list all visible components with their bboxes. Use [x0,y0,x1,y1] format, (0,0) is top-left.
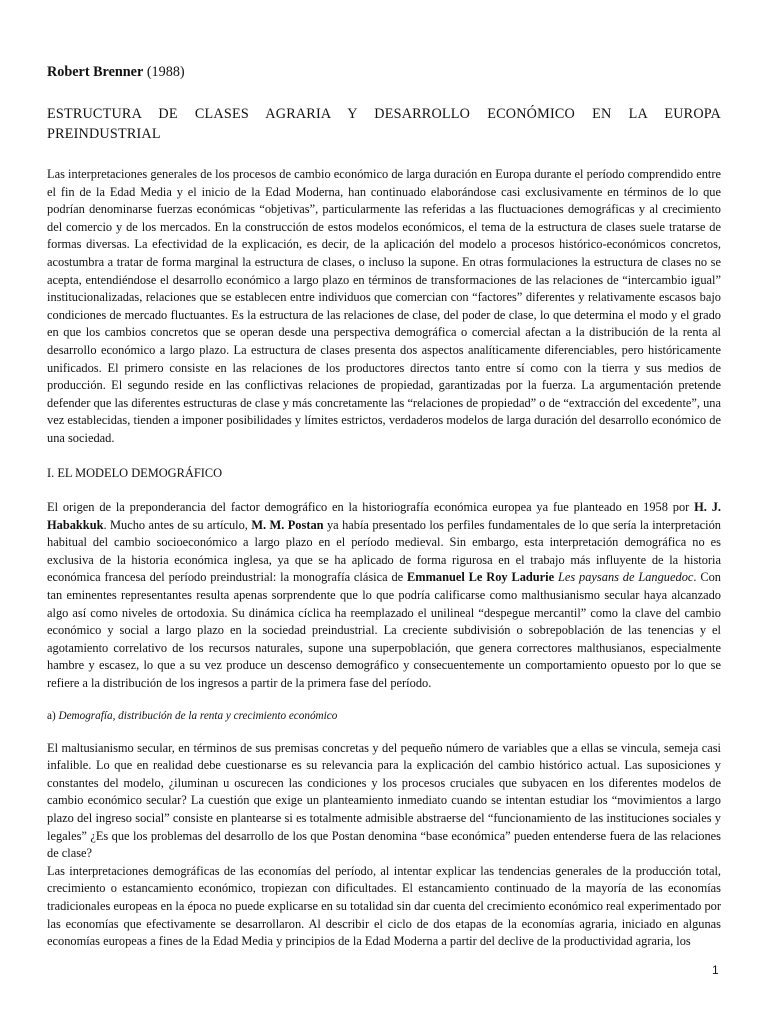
subsection-heading: a) Demografía, distribución de la renta y crecimiento económico [47,709,338,722]
section-heading: I. EL MODELO DEMOGRÁFICO [47,465,223,480]
author-line [47,62,721,82]
section1-paragraph: El origen de la preponderancia del factor demográfico en la historiografía económica europea ya fue planteado en 1958 por H. J. Habakkuk. Mucho antes de su artículo, M. M. Postan ya había presentado los perfiles fundamentales de lo que sería la interpretación habitual del cambio socioeconómico a largo plazo en el período medieval. Sin embargo, esta interpretación demográfica no es exclusiva de la historia económica inglesa, ya que se ha aplicado de forma rigurosa en el trabajo más influyente de la historia económica francesa del período preindustrial: la monografía clásica de Emmanuel Le Roy Ladurie Les paysans de Languedoc. Con tan eminentes representantes resulta apenas sorprendente que lo que podría calificarse como malthusianismo secular haya alcanzado algo así como niveles de ortodoxia. Su dinámica cíclica ha reemplazado el unilineal “despegue mercantil” como la clave del cambio económico y social a largo plazo en la sociedad preindustrial. La creciente subdivisión o sobrepoblación de las tenencias y el agotamiento correlativo de los recursos naturales, supone una superpoblación, que genera correctores malthusianos, especialmente hambre y escasez, lo que a su vez produce un descenso demográfico y consecuentemente un comportamiento opuesto por lo que se refiere a la distribución de los ingresos a partir de la primera fase del período. [47,500,721,691]
publication-year: (1988) [143,64,185,80]
subsection-paragraph-2: Las interpretaciones demográficas de las economías del período, al intentar explicar las tendencias generales de la producción total, crecimiento o estancamiento económico, tropiezan con dificultades. El estancamiento continuado de la mayoría de las economías tradicionales europeas en la época no puede explicarse en su totalidad sin dar cuenta del crecimiento económico real experimentado por las economías que efectivamente se desarrollaron. Al describir el ciclo de dos etapas de la economías agraria, iniciado en algunas economías europeas a fines de la Edad Media y principios de la Edad Moderna a partir del declive de la productividad agraria, los [47,863,721,949]
document-page [47,62,721,951]
author-postan: M. M. Postan [251,517,324,532]
author-habakkuk: H. J. Habakkuk [47,500,721,532]
intro-paragraph: Las interpretaciones generales de los procesos de cambio económico de larga duración en Europa durante el período comprendido entre el fin de la Edad Media y el inicio de la Edad Moderna, han continuado elaborándose casi exclusivamente en términos de lo que podrían denominarse fuerzas económicas “objetivas”, particularmente las referidas a las fluctuaciones demográficas y al crecimiento del comercio y de los mercados. En la construcción de estos modelos económicos, el tema de la estructura de clases suele tratarse de formas diversas. La efectividad de la explicación, es decir, de la aplicación del modelo a procesos histórico-económicos concretos, acostumbra a tratar de forma marginal la estructura de clases, o incluso la supone. En otras formulaciones la estructura de clases no se acepta, entendiéndose el desarrollo económico a largo plazo en términos de transformaciones de las relaciones de “intercambio igual” institucionalizadas, relaciones que se establecen entre individuos que comercian con “factores” diferentes y relativamente escasos bajo condiciones de mercado fluctuantes. Es la estructura de las relaciones de clase, del poder de clase, lo que determina el modo y el grado en que los cambios concretos que se operan desde una perspectiva demográfica o comercial afectan a la distribución de la renta al desarrollo económico a largo plazo. La estructura de clases presenta dos aspectos analíticamente diferenciables, pero históricamente unificados. El primero consiste en las relaciones de los productores directos tanto entre sí como con la tierra y sus medios de producción. El segundo reside en las conflictivas relaciones de propiedad, garantizadas por la fuerza. La argumentación pretende defender que las diferentes estructuras de clase y más concretamente las “relaciones de propiedad” o de “extracción del excedente”, una vez establecidas, tienden a imponer posibilidades y límites estrictos, verdaderos modelos de larga duración del desarrollo económico de una sociedad. [47,167,721,445]
book-title: Les paysans de Languedoc [557,570,694,585]
author-ladurie: Emmanuel Le Roy Ladurie [407,570,555,585]
document-title: ESTRUCTURA DE CLASES AGRARIA Y DESARROLLO ECONÓMICO EN LA EUROPA PREINDUSTRIAL [47,106,721,142]
author-name: Robert Brenner [47,64,144,80]
subsection-paragraph-1: El maltusianismo secular, en términos de sus premisas concretas y del pequeño número de variables que a ellas se vincula, semeja casi infalible. Lo que en realidad debe cuestionarse es su relevancia para la explicación del cambio histórico actual. Las suposiciones y constantes del modelo, ¿iluminan u oscurecen las condiciones y los procesos cruciales que subyacen en los diferentes modelos de cambio económico secular? La cuestión que exige un planteamiento inmediato cuando se intentan estudiar los “movimientos a largo plazo del ingreso social” consiste en plantearse si es totalmente admisible abstraerse del “funcionamiento de las instituciones sociales y legales” ¿Es que los problemas del desarrollo de los que Postan denomina “base económica” pueden entenderse fuera de las relaciones de clase? [47,740,721,861]
page-number: 1 [712,963,719,977]
